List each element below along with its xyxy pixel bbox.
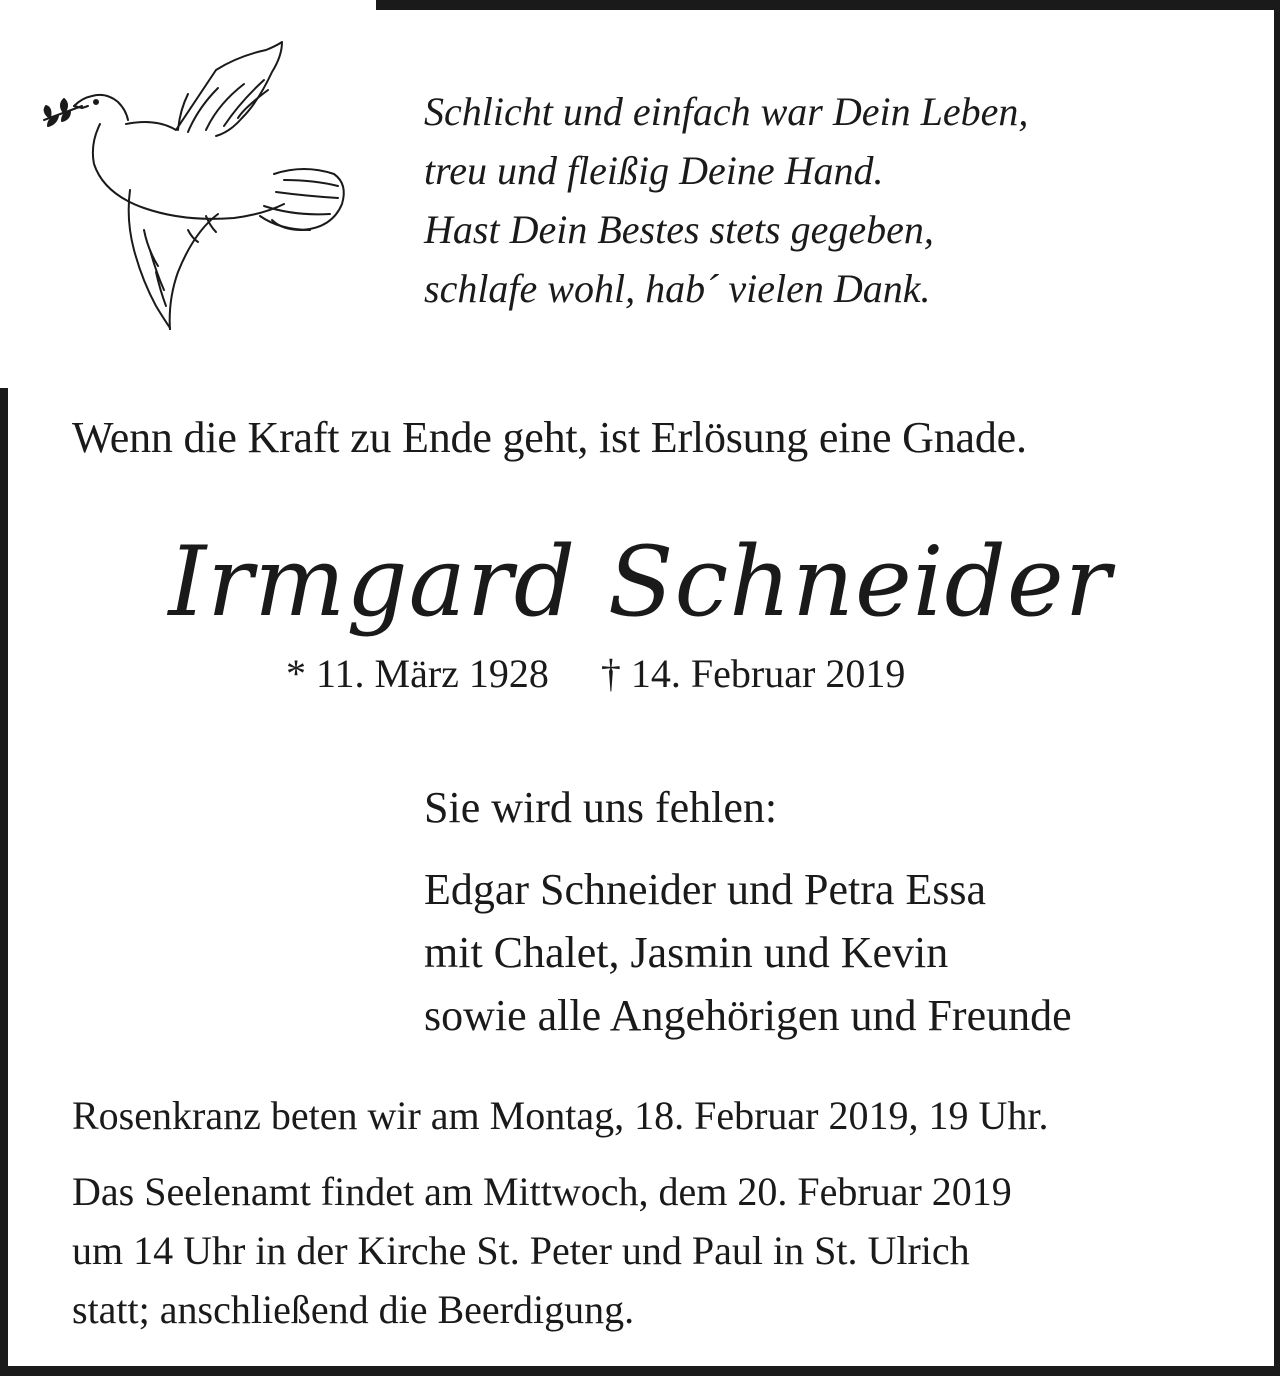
border-top (376, 0, 1280, 10)
poem-line: treu und fleißig Deine Hand. (424, 148, 884, 193)
service-line-1 (72, 1162, 1210, 1221)
poem-line: Hast Dein Bestes stets gegeben, (424, 207, 934, 252)
birth-date: * 11. März 1928 (286, 651, 549, 696)
dove-icon (38, 40, 358, 330)
mourner-line: Edgar Schneider und Petra Essa (424, 865, 987, 914)
mourners-intro: Sie wird uns fehlen: (424, 783, 778, 832)
service-line-1-text: Das Seelenamt findet am Mittwoch, dem 20. Februar 2019 (72, 1169, 1012, 1214)
service-line-2 (72, 1221, 1210, 1280)
poem-line: schlafe wohl, hab´ vielen Dank. (424, 266, 931, 311)
service-line-3: statt; anschließend die Beerdigung. (72, 1287, 635, 1332)
service-notice (72, 1162, 1210, 1339)
poem (424, 82, 1028, 318)
mourners-list (424, 858, 1072, 1047)
border-bottom (0, 1366, 1280, 1376)
service-line-2-text: um 14 Uhr in der Kirche St. Peter und Paul in St. Ulrich (72, 1228, 970, 1273)
poem-line: Schlicht und einfach war Dein Leben, (424, 89, 1029, 134)
mourner-line: mit Chalet, Jasmin und Kevin (424, 928, 949, 977)
border-right (1274, 0, 1280, 1376)
motto: Wenn die Kraft zu Ende geht, ist Erlösung eine Gnade. (72, 413, 1027, 462)
mourner-line: sowie alle Angehörigen und Freunde (424, 991, 1072, 1040)
rosary-notice: Rosenkranz beten wir am Montag, 18. Februar 2019, 19 Uhr. (72, 1093, 1049, 1138)
deceased-name: Irmgard Schneider (168, 526, 1112, 638)
life-dates (286, 650, 905, 697)
death-date: † 14. Februar 2019 (600, 651, 906, 696)
